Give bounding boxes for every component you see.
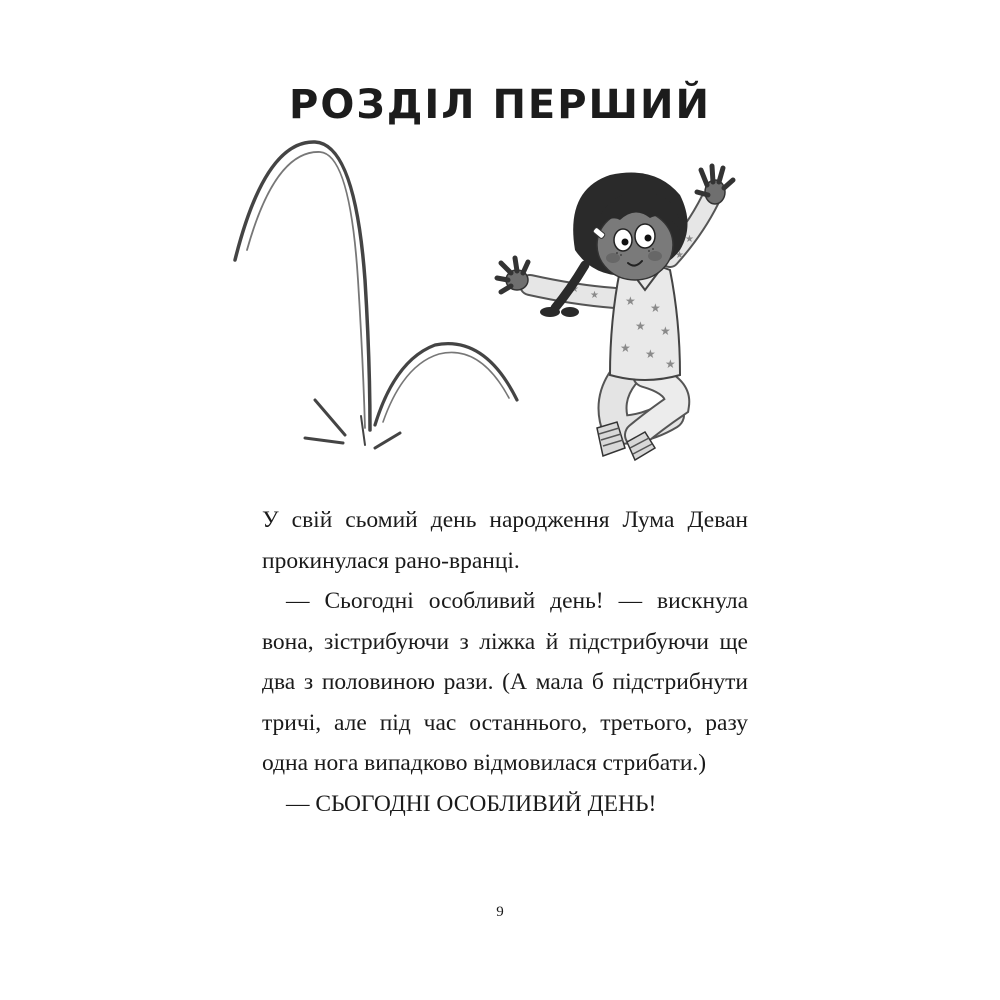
jumping-girl-illustration: [225, 130, 755, 475]
svg-text:★: ★: [645, 347, 656, 361]
svg-text:★: ★: [590, 290, 599, 301]
paragraph-2: — Сьогодні особливий день! — вискнула вона, зістрибуючи з ліжка й підстрибуючи ще два з половиною рази. (А мала б підстрибнути тричі, але під час останнього, третього, разу одна нога випадково відмовилася стрибати.): [262, 588, 748, 776]
svg-text:★: ★: [675, 250, 684, 261]
svg-text:★: ★: [620, 341, 631, 355]
svg-text:★: ★: [625, 294, 636, 308]
paragraph-1: У свій сьомий день народження Лума Деван прокинулася рано-вранці.: [262, 507, 748, 574]
svg-text:★: ★: [685, 234, 694, 245]
chapter-title: РОЗДІЛ ПЕРШИЙ: [289, 82, 711, 128]
svg-text:★: ★: [660, 324, 671, 338]
jump-motion-lines: [235, 142, 517, 448]
girl-figure: [497, 166, 733, 460]
paragraph-3: — СЬОГОДНІ ОСОБЛИВИЙ ДЕНЬ!: [286, 790, 657, 817]
left-hand: [497, 258, 528, 292]
svg-text:★: ★: [635, 319, 646, 333]
svg-text:★: ★: [650, 301, 661, 315]
page-number: 9: [496, 904, 504, 920]
svg-text:★: ★: [665, 357, 676, 371]
svg-text:★: ★: [570, 284, 579, 295]
chapter-body-text: [262, 500, 748, 824]
